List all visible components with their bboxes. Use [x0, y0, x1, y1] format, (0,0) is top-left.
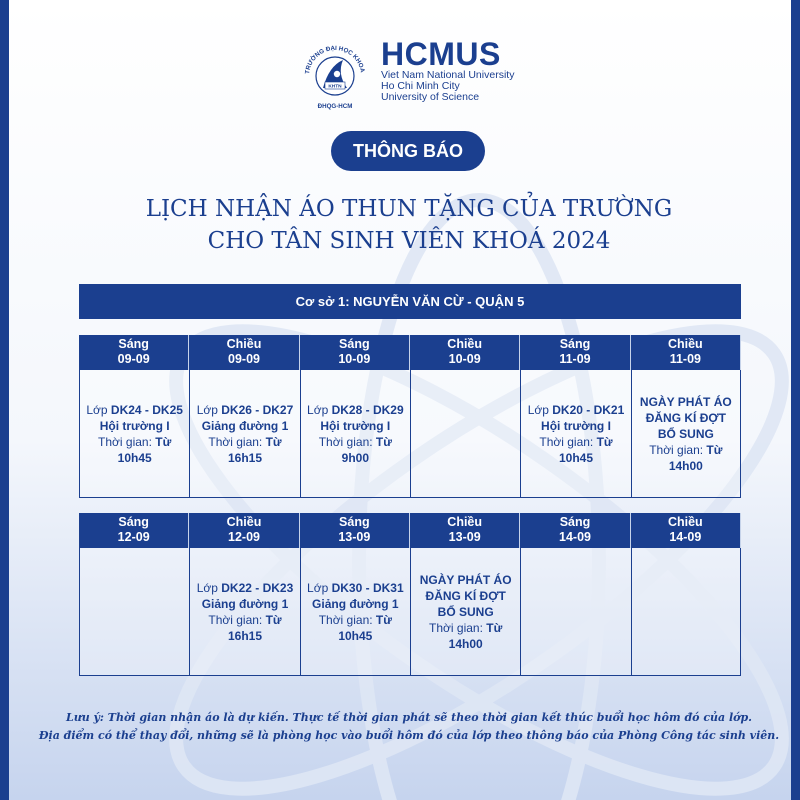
seal-arc-text: TRƯỜNG ĐẠI HỌC KHOA — [304, 44, 366, 75]
schedule-grid-week-1 — [79, 335, 741, 498]
schedule-cell: Lớp DK28 - DK29 Hội trường I Thời gian: Từ 9h00 — [300, 370, 410, 498]
schedule-cell-empty — [631, 548, 741, 676]
university-seal-icon — [299, 38, 371, 110]
announcement-badge: THÔNG BÁO — [331, 131, 485, 171]
schedule-cell-empty — [520, 548, 630, 676]
schedule-cell: Lớp DK30 - DK31 Giảng đường 1 Thời gian: Từ 10h45 — [300, 548, 410, 676]
schedule-header: Chiều 13-09 — [410, 513, 520, 548]
schedule-header: Chiều 11-09 — [631, 335, 741, 370]
schedule-cell: Lớp DK22 - DK23 Giảng đường 1 Thời gian: Từ 16h15 — [189, 548, 299, 676]
schedule-header: Chiều 09-09 — [189, 335, 299, 370]
schedule-header: Chiều 10-09 — [410, 335, 520, 370]
schedule-cell-empty — [79, 548, 189, 676]
university-seal — [299, 38, 371, 110]
schedule-grid-week-2 — [79, 513, 741, 676]
schedule-header: Chiều 12-09 — [189, 513, 299, 548]
brand-title: HCMUS — [381, 36, 501, 72]
seal-center-text: KHTN — [328, 84, 342, 90]
schedule-cell-supplementary: NGÀY PHÁT ÁO ĐĂNG KÍ ĐỢT BỔ SUNG Thời gian: Từ 14h00 — [631, 370, 741, 498]
note-line-2: Địa điểm có thể thay đổi, những sẽ là phòng học vào buổi hôm đó của lớp theo thông báo của Phòng Công tác sinh viên. — [38, 729, 780, 742]
seal-bottom-text: ĐHQG-HCM — [317, 103, 353, 110]
schedule-header: Sáng 09-09 — [79, 335, 189, 370]
schedule-cell: Lớp DK24 - DK25 Hội trường I Thời gian: Từ 10h45 — [79, 370, 189, 498]
schedule-cell: Lớp DK26 - DK27 Giảng đường 1 Thời gian: Từ 16h15 — [189, 370, 299, 498]
brand-subtitle-2: Ho Chi Minh City — [381, 80, 460, 92]
campus-header: Cơ sở 1: NGUYỄN VĂN CỪ - QUẬN 5 — [79, 284, 741, 319]
schedule-cell-empty — [410, 370, 520, 498]
schedule-cell: Lớp DK20 - DK21 Hội trường I Thời gian: Từ 10h45 — [520, 370, 630, 498]
brand-subtitle-3: University of Science — [381, 91, 480, 103]
title-line-1: LỊCH NHẬN ÁO THUN TẶNG CỦA TRƯỜNG — [145, 196, 673, 222]
schedule-header: Sáng 13-09 — [300, 513, 410, 548]
schedule-header: Sáng 12-09 — [79, 513, 189, 548]
title-line-2: CHO TÂN SINH VIÊN KHOÁ 2024 — [207, 228, 611, 254]
note-line-1: Lưu ý: Thời gian nhận áo là dự kiến. Thực tế thời gian phát sẽ theo thời gian kết thúc buổi học hôm đó của lớp. — [65, 711, 753, 724]
schedule-header: Sáng 11-09 — [520, 335, 630, 370]
schedule-header: Sáng 10-09 — [300, 335, 410, 370]
schedule-header: Sáng 14-09 — [520, 513, 630, 548]
schedule-header: Chiều 14-09 — [631, 513, 741, 548]
brand-subtitle-1: Viet Nam National University — [381, 69, 515, 81]
brand-block — [381, 38, 514, 103]
schedule-cell-supplementary: NGÀY PHÁT ÁO ĐĂNG KÍ ĐỢT BỔ SUNG Thời gian: Từ 14h00 — [410, 548, 520, 676]
